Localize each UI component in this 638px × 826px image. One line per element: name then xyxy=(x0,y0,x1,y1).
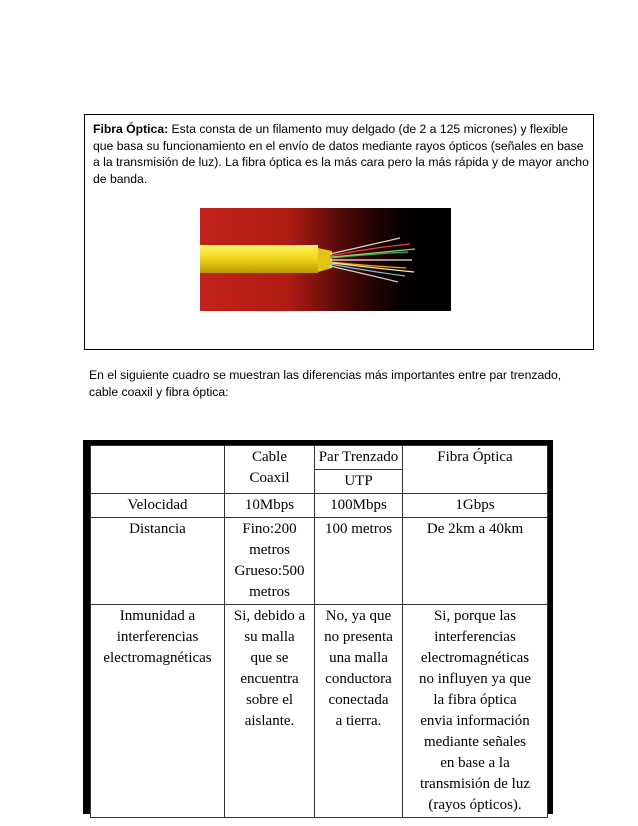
cell-line: Fino:200 xyxy=(242,521,297,537)
cell-line: Inmunidad a xyxy=(119,608,196,624)
fiber-definition: Esta consta de un filamento muy delgado (de 2 a 125 micrones) y flexible que basa su funcionamiento en el envío de datos mediante rayos ópticos (señales en base a la transmisión de luz). La fibra óptica es la más cara pero la más rápida y de mayor ancho de banda. xyxy=(93,122,589,186)
cell-line: conectada xyxy=(328,692,389,708)
cell-fiber: 1Gbps xyxy=(403,494,548,518)
cell-line: la fibra óptica xyxy=(433,692,517,708)
table-row xyxy=(91,518,548,605)
cell-line: electromagnéticas xyxy=(420,650,530,666)
comparison-intro: En el siguiente cuadro se muestran las diferencias más importantes entre par trenzado, cable coaxil y fibra óptica: xyxy=(89,368,562,399)
cell-line: sobre el xyxy=(245,692,294,708)
cell-line: Si, debido a xyxy=(233,608,306,624)
cell-utp: 100 metros xyxy=(315,518,403,605)
header-empty-cell xyxy=(91,446,225,494)
header-fiber: Fibra Óptica xyxy=(403,446,548,494)
table-row xyxy=(91,605,548,818)
cell-line: transmisión de luz xyxy=(420,776,530,792)
header-coax-line1: Cable xyxy=(252,449,287,465)
cell-line: No, ya que xyxy=(325,608,392,624)
header-coax-line2: Coaxil xyxy=(249,470,290,486)
cell-line: Grueso:500 xyxy=(234,563,305,579)
cell-line: interferencias xyxy=(116,629,199,645)
cell-line: metros xyxy=(249,542,290,558)
cell-fiber xyxy=(403,605,548,818)
cell-coax xyxy=(225,518,315,605)
fiber-term: Fibra Óptica: xyxy=(93,122,169,136)
table-row xyxy=(91,494,548,518)
cell-line: una malla xyxy=(329,650,388,666)
table-header-row-1 xyxy=(91,446,548,470)
cell-line: mediante señales xyxy=(423,734,527,750)
cell-line: envia información xyxy=(420,713,530,729)
cell-line: a tierra. xyxy=(335,713,382,729)
cell-utp: 100Mbps xyxy=(315,494,403,518)
cell-coax xyxy=(225,605,315,818)
cell-line: encuentra xyxy=(240,671,299,687)
cell-line: aislante. xyxy=(244,713,295,729)
cell-line: (rayos ópticos). xyxy=(428,797,522,813)
cell-line: que se xyxy=(250,650,289,666)
row-label xyxy=(91,605,225,818)
header-coax xyxy=(225,446,315,494)
header-utp-line1: Par Trenzado xyxy=(315,446,403,470)
cell-line: Si, porque las xyxy=(433,608,517,624)
cell-fiber: De 2km a 40km xyxy=(403,518,548,605)
row-label: Velocidad xyxy=(91,494,225,518)
fiber-description-box xyxy=(84,114,594,350)
row-label: Distancia xyxy=(91,518,225,605)
cell-line: metros xyxy=(249,584,290,600)
cell-line: no presenta xyxy=(324,629,393,645)
fiber-description xyxy=(93,121,589,187)
cell-line: en base a la xyxy=(440,755,510,771)
comparison-table-frame xyxy=(83,440,553,814)
cell-coax: 10Mbps xyxy=(225,494,315,518)
cell-line: no influyen ya que xyxy=(418,671,532,687)
cell-line: conductora xyxy=(325,671,392,687)
fiber-optic-cable-image xyxy=(200,208,451,311)
cell-line: electromagnéticas xyxy=(103,650,212,666)
cell-line: interferencias xyxy=(434,629,516,645)
comparison-table xyxy=(90,445,548,818)
cell-line: su malla xyxy=(244,629,295,645)
header-utp-line2: UTP xyxy=(315,470,403,494)
cell-utp xyxy=(315,605,403,818)
